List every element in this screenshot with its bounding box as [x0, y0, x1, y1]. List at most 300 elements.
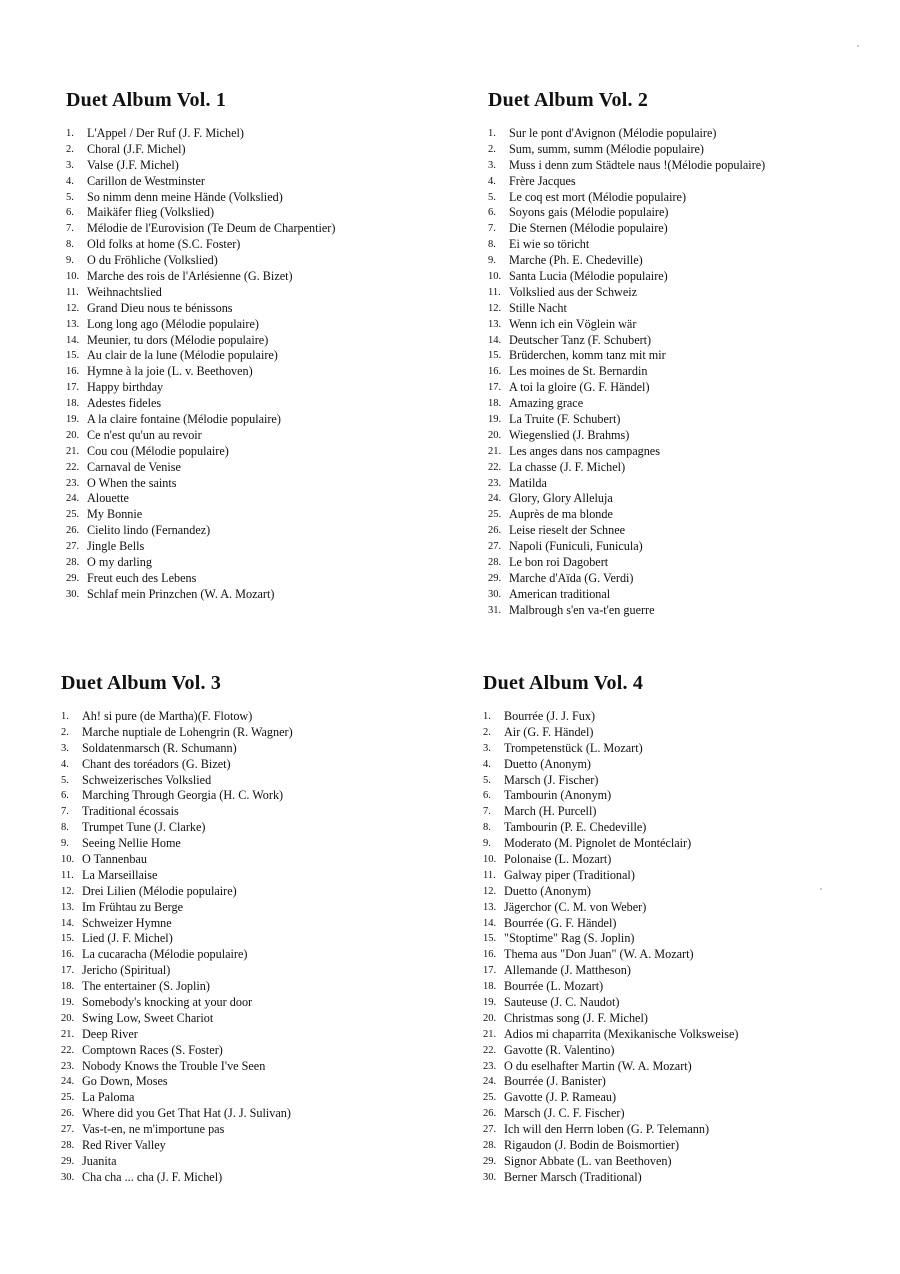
item-number: 31. — [488, 604, 502, 616]
list-item — [483, 931, 738, 947]
item-number: 20. — [61, 1012, 75, 1024]
list-item — [483, 709, 738, 725]
scan-speck — [820, 888, 822, 890]
list-item — [66, 491, 335, 507]
item-title: Signor Abbate (L. van Beethoven) — [504, 1153, 672, 1168]
item-number: 30. — [483, 1171, 497, 1183]
item-number: 15. — [66, 350, 80, 362]
list-item — [61, 979, 293, 995]
item-title: Long long ago (Mélodie populaire) — [87, 316, 259, 331]
item-number: 23. — [61, 1060, 75, 1072]
list-item — [483, 1059, 738, 1075]
list-item — [61, 788, 293, 804]
item-number: 30. — [66, 588, 80, 600]
item-number: 30. — [488, 588, 502, 600]
item-number: 8. — [61, 822, 69, 834]
album-vol-1 — [66, 89, 335, 603]
item-number: 28. — [488, 557, 502, 569]
item-title: Hymne à la joie (L. v. Beethoven) — [87, 364, 253, 379]
list-item — [61, 804, 293, 820]
album-title: Duet Album Vol. 1 — [66, 89, 227, 111]
item-title: Polonaise (L. Mozart) — [504, 852, 612, 867]
item-number: 27. — [488, 541, 502, 553]
item-title: O Tannenbau — [82, 852, 147, 867]
item-number: 4. — [488, 175, 496, 187]
list-item — [66, 476, 335, 492]
item-title: So nimm denn meine Hände (Volkslied) — [87, 189, 283, 204]
list-item — [66, 412, 335, 428]
list-item — [66, 174, 335, 190]
list-item — [483, 852, 738, 868]
item-number: 2. — [483, 726, 491, 738]
list-item — [488, 285, 765, 301]
item-title: Frère Jacques — [509, 173, 576, 188]
item-number: 12. — [61, 885, 75, 897]
list-item — [488, 396, 765, 412]
item-title: La Truite (F. Schubert) — [509, 412, 621, 427]
item-title: Alouette — [87, 491, 129, 506]
item-title: Matilda — [509, 475, 547, 490]
item-number: 23. — [488, 477, 502, 489]
list-item — [483, 868, 738, 884]
item-number: 22. — [483, 1044, 497, 1056]
item-number: 24. — [66, 493, 80, 505]
item-number: 25. — [483, 1092, 497, 1104]
item-title: Auprès de ma blonde — [509, 507, 613, 522]
track-list — [66, 126, 335, 603]
list-item — [61, 852, 293, 868]
item-title: Bourrée (J. J. Fux) — [504, 709, 596, 723]
list-item — [66, 507, 335, 523]
item-number: 2. — [66, 143, 74, 155]
item-number: 22. — [488, 461, 502, 473]
item-title: Meunier, tu dors (Mélodie populaire) — [87, 332, 269, 347]
item-number: 3. — [488, 159, 496, 171]
item-number: 19. — [483, 997, 497, 1009]
list-item — [483, 1043, 738, 1059]
list-item — [483, 788, 738, 804]
list-item — [488, 491, 765, 507]
item-number: 29. — [483, 1155, 497, 1167]
item-number: 9. — [66, 255, 74, 267]
item-number: 20. — [488, 429, 502, 441]
item-title: Cou cou (Mélodie populaire) — [87, 443, 229, 458]
item-number: 21. — [66, 445, 80, 457]
list-item — [488, 603, 765, 619]
album-vol-2 — [488, 89, 765, 619]
list-item — [61, 725, 293, 741]
list-item — [483, 916, 738, 932]
item-title: Adestes fideles — [87, 396, 162, 411]
list-item — [66, 301, 335, 317]
item-title: Jägerchor (C. M. von Weber) — [504, 899, 647, 914]
list-item — [488, 205, 765, 221]
item-title: Wiegenslied (J. Brahms) — [509, 427, 630, 442]
item-number: 28. — [61, 1140, 75, 1152]
item-number: 18. — [66, 398, 80, 410]
item-number: 19. — [61, 997, 75, 1009]
list-item — [61, 773, 293, 789]
item-number: 10. — [483, 854, 497, 866]
list-item — [66, 253, 335, 269]
item-number: 16. — [61, 949, 75, 961]
list-item — [61, 931, 293, 947]
item-title: Mélodie de l'Eurovision (Te Deum de Charpentier) — [87, 221, 336, 236]
list-item — [488, 142, 765, 158]
item-title: Thema aus "Don Juan" (W. A. Mozart) — [504, 947, 694, 962]
item-number: 19. — [66, 414, 80, 426]
item-title: Stille Nacht — [509, 300, 567, 315]
list-item — [66, 237, 335, 253]
list-item — [483, 900, 738, 916]
list-item — [483, 741, 738, 757]
list-item — [488, 333, 765, 349]
item-title: Gavotte (J. P. Rameau) — [504, 1090, 617, 1105]
item-title: Jericho (Spiritual) — [82, 963, 171, 978]
item-title: Gavotte (R. Valentino) — [504, 1042, 615, 1057]
list-item — [61, 1122, 293, 1138]
item-number: 9. — [61, 838, 69, 850]
list-item — [488, 555, 765, 571]
item-title: Comptown Races (S. Foster) — [82, 1042, 223, 1057]
list-item — [483, 1170, 738, 1186]
item-number: 7. — [61, 806, 69, 818]
item-title: American traditional — [509, 586, 611, 601]
item-title: Go Down, Moses — [82, 1074, 168, 1089]
item-number: 14. — [488, 334, 502, 346]
list-item — [61, 1027, 293, 1043]
list-item — [483, 836, 738, 852]
list-item — [483, 1090, 738, 1106]
item-title: Marche (Ph. E. Chedeville) — [509, 253, 643, 268]
item-title: Adios mi chaparrita (Mexikanische Volksweise) — [504, 1026, 739, 1041]
item-title: Les moines de St. Bernardin — [509, 364, 648, 379]
item-number: 25. — [488, 509, 502, 521]
item-title: Chant des toréadors (G. Bizet) — [82, 756, 231, 771]
list-item — [66, 571, 335, 587]
item-number: 23. — [66, 477, 80, 489]
item-title: Trumpet Tune (J. Clarke) — [82, 820, 206, 835]
item-title: Lied (J. F. Michel) — [82, 931, 173, 946]
item-number: 11. — [66, 286, 79, 298]
list-item — [61, 995, 293, 1011]
item-number: 11. — [488, 286, 501, 298]
list-item — [61, 1090, 293, 1106]
list-item — [61, 1059, 293, 1075]
item-title: La Paloma — [82, 1090, 135, 1105]
list-item — [488, 364, 765, 380]
item-title: Weihnachtslied — [87, 284, 162, 299]
item-title: Trompetenstück (L. Mozart) — [504, 740, 643, 755]
item-title: Deutscher Tanz (F. Schubert) — [509, 332, 652, 347]
list-item — [66, 428, 335, 444]
item-title: O du eselhafter Martin (W. A. Mozart) — [504, 1058, 692, 1073]
list-item — [488, 348, 765, 364]
item-title: Au clair de la lune (Mélodie populaire) — [87, 348, 278, 363]
item-title: Santa Lucia (Mélodie populaire) — [509, 269, 668, 284]
item-number: 5. — [61, 774, 69, 786]
item-number: 26. — [61, 1108, 75, 1120]
list-item — [488, 301, 765, 317]
item-number: 17. — [488, 382, 502, 394]
item-title: The entertainer (S. Joplin) — [82, 979, 210, 994]
list-item — [488, 126, 765, 142]
list-item — [488, 476, 765, 492]
list-item — [66, 317, 335, 333]
item-number: 7. — [483, 806, 491, 818]
list-item — [488, 317, 765, 333]
item-number: 18. — [483, 981, 497, 993]
item-number: 15. — [483, 933, 497, 945]
item-title: Red River Valley — [82, 1138, 166, 1153]
item-title: Die Sternen (Mélodie populaire) — [509, 221, 668, 236]
list-item — [483, 804, 738, 820]
item-number: 8. — [66, 239, 74, 251]
item-title: My Bonnie — [87, 507, 143, 522]
item-title: Cha cha ... cha (J. F. Michel) — [82, 1169, 223, 1184]
item-title: Marche d'Aïda (G. Verdi) — [509, 570, 634, 585]
item-title: Old folks at home (S.C. Foster) — [87, 237, 241, 252]
list-item — [61, 1170, 293, 1186]
list-item — [488, 571, 765, 587]
item-number: 4. — [483, 758, 491, 770]
list-item — [61, 1154, 293, 1170]
item-title: Duetto (Anonym) — [504, 756, 591, 771]
item-title: Marching Through Georgia (H. C. Work) — [82, 788, 284, 803]
item-title: Wenn ich ein Vöglein wär — [509, 316, 637, 331]
item-title: Bourrée (L. Mozart) — [504, 979, 604, 994]
item-number: 5. — [483, 774, 491, 786]
list-item — [483, 947, 738, 963]
list-item — [488, 237, 765, 253]
item-number: 24. — [61, 1076, 75, 1088]
item-number: 24. — [488, 493, 502, 505]
item-number: 29. — [66, 572, 80, 584]
item-title: Cielito lindo (Fernandez) — [87, 523, 211, 538]
item-number: 6. — [66, 207, 74, 219]
item-title: Ce n'est qu'un au revoir — [87, 427, 202, 442]
item-number: 6. — [61, 790, 69, 802]
item-title: Soyons gais (Mélodie populaire) — [509, 205, 669, 220]
item-title: Schweizer Hymne — [82, 915, 172, 930]
item-number: 14. — [66, 334, 80, 346]
item-title: A toi la gloire (G. F. Händel) — [509, 380, 650, 395]
track-list — [488, 126, 765, 619]
list-item — [66, 126, 335, 142]
item-number: 21. — [483, 1028, 497, 1040]
item-number: 6. — [483, 790, 491, 802]
item-number: 4. — [61, 758, 69, 770]
item-number: 27. — [483, 1124, 497, 1136]
item-title: Drei Lilien (Mélodie populaire) — [82, 883, 237, 898]
item-title: Where did you Get That Hat (J. J. Sulivan) — [82, 1106, 291, 1121]
list-item — [61, 868, 293, 884]
list-item — [61, 963, 293, 979]
item-title: Muss i denn zum Städtele naus !(Mélodie populaire) — [509, 157, 766, 172]
list-item — [66, 285, 335, 301]
item-title: Rigaudon (J. Bodin de Boismortier) — [504, 1138, 680, 1153]
list-item — [483, 820, 738, 836]
item-title: Sum, summ, summ (Mélodie populaire) — [509, 141, 704, 156]
list-item — [488, 539, 765, 555]
item-title: Glory, Glory Alleluja — [509, 491, 613, 506]
item-title: Le coq est mort (Mélodie populaire) — [509, 189, 686, 204]
item-title: Jingle Bells — [87, 539, 145, 554]
item-title: Duetto (Anonym) — [504, 883, 591, 898]
list-item — [483, 963, 738, 979]
item-number: 30. — [61, 1171, 75, 1183]
list-item — [66, 555, 335, 571]
item-title: La chasse (J. F. Michel) — [509, 459, 626, 474]
item-title: Marsch (J. Fischer) — [504, 772, 599, 787]
item-number: 22. — [61, 1044, 75, 1056]
item-title: Valse (J.F. Michel) — [87, 157, 179, 172]
list-item — [488, 174, 765, 190]
item-number: 2. — [488, 143, 496, 155]
item-number: 23. — [483, 1060, 497, 1072]
item-number: 24. — [483, 1076, 497, 1088]
item-number: 2. — [61, 726, 69, 738]
item-title: Ich will den Herrn loben (G. P. Telemann) — [504, 1122, 710, 1137]
item-title: Les anges dans nos campagnes — [509, 443, 660, 458]
list-item — [61, 709, 293, 725]
item-title: Traditional écossais — [82, 804, 179, 819]
item-title: Somebody's knocking at your door — [82, 995, 253, 1010]
item-number: 20. — [483, 1012, 497, 1024]
item-number: 1. — [61, 711, 69, 722]
list-item — [483, 1011, 738, 1027]
item-number: 27. — [66, 541, 80, 553]
item-number: 17. — [483, 965, 497, 977]
list-item — [488, 269, 765, 285]
item-number: 12. — [483, 885, 497, 897]
item-title: Carnaval de Venise — [87, 459, 181, 474]
list-item — [488, 444, 765, 460]
list-item — [61, 1074, 293, 1090]
list-item — [66, 158, 335, 174]
list-item — [61, 741, 293, 757]
item-number: 15. — [488, 350, 502, 362]
item-title: Allemande (J. Mattheson) — [504, 963, 631, 978]
list-item — [61, 1043, 293, 1059]
item-title: Tambourin (P. E. Chedeville) — [504, 820, 647, 835]
list-item — [483, 979, 738, 995]
list-item — [61, 1138, 293, 1154]
item-title: Deep River — [82, 1026, 138, 1041]
item-number: 12. — [66, 302, 80, 314]
item-title: Volkslied aus der Schweiz — [509, 284, 638, 299]
item-number: 3. — [66, 159, 74, 171]
item-title: Seeing Nellie Home — [82, 836, 181, 851]
list-item — [66, 460, 335, 476]
list-item — [483, 1074, 738, 1090]
list-item — [483, 1138, 738, 1154]
list-item — [66, 380, 335, 396]
item-title: Vas-t-en, ne m'importune pas — [82, 1122, 225, 1137]
list-item — [66, 444, 335, 460]
list-item — [61, 947, 293, 963]
item-number: 5. — [488, 191, 496, 203]
item-title: Freut euch des Lebens — [87, 570, 197, 585]
item-title: Bourrée (J. Banister) — [504, 1074, 606, 1089]
item-title: Amazing grace — [509, 396, 584, 411]
item-number: 25. — [66, 509, 80, 521]
item-number: 16. — [488, 366, 502, 378]
list-item — [66, 396, 335, 412]
list-item — [483, 773, 738, 789]
list-item — [488, 460, 765, 476]
list-item — [483, 1154, 738, 1170]
list-item — [488, 253, 765, 269]
item-title: Galway piper (Traditional) — [504, 867, 635, 882]
item-title: Carillon de Westminster — [87, 173, 205, 188]
item-title: Nobody Knows the Trouble I've Seen — [82, 1058, 266, 1073]
item-number: 11. — [483, 869, 496, 881]
item-title: Marsch (J. C. F. Fischer) — [504, 1106, 625, 1121]
item-number: 16. — [483, 949, 497, 961]
item-title: La cucaracha (Mélodie populaire) — [82, 947, 248, 962]
item-number: 26. — [488, 525, 502, 537]
item-title: Sur le pont d'Avignon (Mélodie populaire) — [509, 126, 717, 140]
list-item — [488, 523, 765, 539]
item-number: 14. — [61, 917, 75, 929]
item-number: 13. — [61, 901, 75, 913]
list-item — [66, 587, 335, 603]
item-title: Marche nuptiale de Lohengrin (R. Wagner) — [82, 724, 293, 739]
item-title: Bourrée (G. F. Händel) — [504, 915, 617, 930]
list-item — [61, 1106, 293, 1122]
item-number: 10. — [61, 854, 75, 866]
item-number: 7. — [488, 223, 496, 235]
list-item — [488, 158, 765, 174]
item-number: 21. — [61, 1028, 75, 1040]
item-title: Marche des rois de l'Arlésienne (G. Bizet) — [87, 269, 293, 284]
item-title: L'Appel / Der Ruf (J. F. Michel) — [87, 126, 244, 140]
list-item — [483, 1106, 738, 1122]
item-title: Berner Marsch (Traditional) — [504, 1169, 642, 1184]
list-item — [488, 380, 765, 396]
list-item — [66, 348, 335, 364]
item-title: Maikäfer flieg (Volkslied) — [87, 205, 215, 220]
item-number: 17. — [61, 965, 75, 977]
item-number: 28. — [483, 1140, 497, 1152]
track-list — [483, 709, 738, 1186]
list-item — [66, 269, 335, 285]
scan-speck — [857, 45, 859, 47]
item-number: 6. — [488, 207, 496, 219]
album-vol-3 — [61, 672, 293, 1186]
item-number: 4. — [66, 175, 74, 187]
item-title: "Stoptime" Rag (S. Joplin) — [504, 931, 635, 946]
item-number: 8. — [488, 239, 496, 251]
item-number: 20. — [66, 429, 80, 441]
item-number: 21. — [488, 445, 502, 457]
list-item — [66, 523, 335, 539]
item-title: March (H. Purcell) — [504, 804, 597, 819]
item-number: 9. — [488, 255, 496, 267]
item-title: Schweizerisches Volkslied — [82, 772, 212, 787]
item-number: 15. — [61, 933, 75, 945]
list-item — [66, 333, 335, 349]
item-number: 26. — [66, 525, 80, 537]
item-number: 13. — [483, 901, 497, 913]
item-title: Le bon roi Dagobert — [509, 555, 609, 570]
album-title: Duet Album Vol. 3 — [61, 672, 222, 694]
item-number: 16. — [66, 366, 80, 378]
item-number: 10. — [66, 271, 80, 283]
item-title: Juanita — [82, 1153, 117, 1168]
list-item — [483, 1027, 738, 1043]
